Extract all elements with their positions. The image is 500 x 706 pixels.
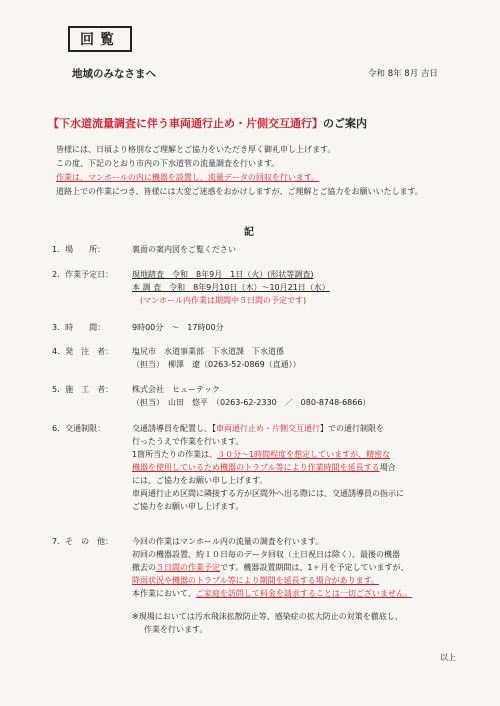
item5-label: 5．施 工 者： xyxy=(52,385,114,394)
note-line1: ※現場においては汚水飛沫拡散防止等、感染症の拡大防止の対策を徹底し、 xyxy=(132,612,403,621)
item6-a1: 交通誘導員を配置し、【 xyxy=(132,424,216,433)
item7-body xyxy=(132,535,472,600)
item6-a2: 車両通行止め・片側交互通行 xyxy=(216,424,320,433)
item2-body xyxy=(132,268,472,307)
item7-e1: 本作業において、 xyxy=(132,589,196,598)
intro-p1: 皆様には、日頃より格別なご理解とご協力をいただき厚く御礼申し上げます。 xyxy=(56,145,336,154)
item7-c3: です。機器設置期間は、1ヶ月を予定していますが、 xyxy=(220,563,409,572)
item2-line3: (マンホール内作業は期間中５日間の予定です) xyxy=(140,296,307,305)
note-line2: 作業を行います。 xyxy=(144,625,208,634)
intro-p3: 作業は、マンホールの内に機器を設置し、流量データの回収を行います。 xyxy=(56,173,320,182)
item6-d2: 場合 xyxy=(379,463,396,472)
item3-text: 9時00分 ～ 17時00分 xyxy=(132,323,224,332)
item6-line-f: 車両通行止め区間に隣接する方が区間外へ出る際には、交通誘導員の指示に xyxy=(132,489,404,498)
item7-label: 7．そ の 他： xyxy=(52,537,114,546)
item5-line2: （担当） 山田 悠平 （0263-62-2330 ／ 080-8748-6866） xyxy=(132,398,371,407)
issue-date: 令和 8年 8月 吉日 xyxy=(368,69,438,79)
note xyxy=(132,610,472,636)
intro-p4: 道路上での作業につき、皆様には大変ご迷惑をおかけしますが、ご理解とご協力をお願いいたします。 xyxy=(56,187,423,196)
item6-label: 6．交通制限： xyxy=(52,424,106,433)
item4-line1: 塩尻市 水道事業部 下水道課 下水道係 xyxy=(132,347,284,356)
item6-c1: 1箇所当たりの作業は、 xyxy=(132,450,218,459)
item2-line1: 現地踏査 令和 8年9月 1日（火）(形状等調査) xyxy=(132,270,314,279)
addressee: 地域のみなさまへ xyxy=(72,68,156,80)
intro-p2: この度、下記のとおり市内の下水道管の流量調査を行います。 xyxy=(56,159,280,168)
item4-label: 4．発 注 者： xyxy=(52,347,114,356)
item6-line-d xyxy=(132,461,472,474)
item2-line2: 本 調 査 令和 8年9月10日（木）～10月21日（水） xyxy=(132,283,330,292)
item7-c1: 撤去の xyxy=(132,563,156,572)
item7-line-d: 降雨状況や機器のトラブル等により期間を延長する場合があります。 xyxy=(132,576,380,585)
item6-line-a xyxy=(132,422,472,435)
ki-heading: 記 xyxy=(244,227,254,238)
item6-a3: 】での通行制限を xyxy=(320,424,384,433)
closing-mark: 以上 xyxy=(440,653,456,662)
item7-line-c xyxy=(132,561,472,574)
item6-line-e: には、ご協力をお願い申し上げます。 xyxy=(132,476,268,485)
item6-line-c xyxy=(132,448,472,461)
item1-label: 1．場 所： xyxy=(52,245,106,254)
kairan-box: 回覧 xyxy=(68,26,132,52)
intro-p3-wrap xyxy=(48,171,466,184)
item6-d: 機器を使用しているため機器のトラブル等により作業時間を延長する xyxy=(132,463,380,472)
item6-c2: ３０分～1時間程度を想定していますが、精密な xyxy=(217,450,391,459)
item1-text: 裏面の案内図をご覧ください xyxy=(132,245,236,254)
item4-line2: （担当） 柳澤 遼（0263-52-0869（直通）） xyxy=(132,360,301,369)
title-main: 下水道流量調査に伴う車両通行止め・片側交互通行 xyxy=(59,117,312,130)
item6-line-g: ご協力をお願い申し上げます。 xyxy=(132,502,244,511)
item7-c2: ５日間の作業予定 xyxy=(156,563,220,572)
item6-body xyxy=(132,422,472,513)
item7-e2: ご家庭を訪問して料金を請求することは一切ございません。 xyxy=(195,589,413,598)
item7-line-b: 初回の機器設置、約１０日毎のデータ回収（土日祝日は除く）、最後の機器 xyxy=(132,550,400,559)
item2-label: 2．作業予定日： xyxy=(52,270,114,279)
page-title xyxy=(48,115,453,131)
item6-line-b: 行ったうえで作業を行います。 xyxy=(132,437,244,446)
item3-label: 3．時 間： xyxy=(52,323,106,332)
item4-body xyxy=(132,345,472,371)
item7-line-a: 今回の作業はマンホール内の流量の調査を行います。 xyxy=(132,537,324,546)
title-tail: のご案内 xyxy=(323,117,367,130)
item7-line-e xyxy=(132,587,472,600)
item5-body xyxy=(132,383,472,409)
title-bracket-open: 【 xyxy=(48,117,59,130)
title-bracket-close: 】 xyxy=(312,117,323,130)
item5-line1: 株式会社 ヒューテック xyxy=(132,385,220,394)
